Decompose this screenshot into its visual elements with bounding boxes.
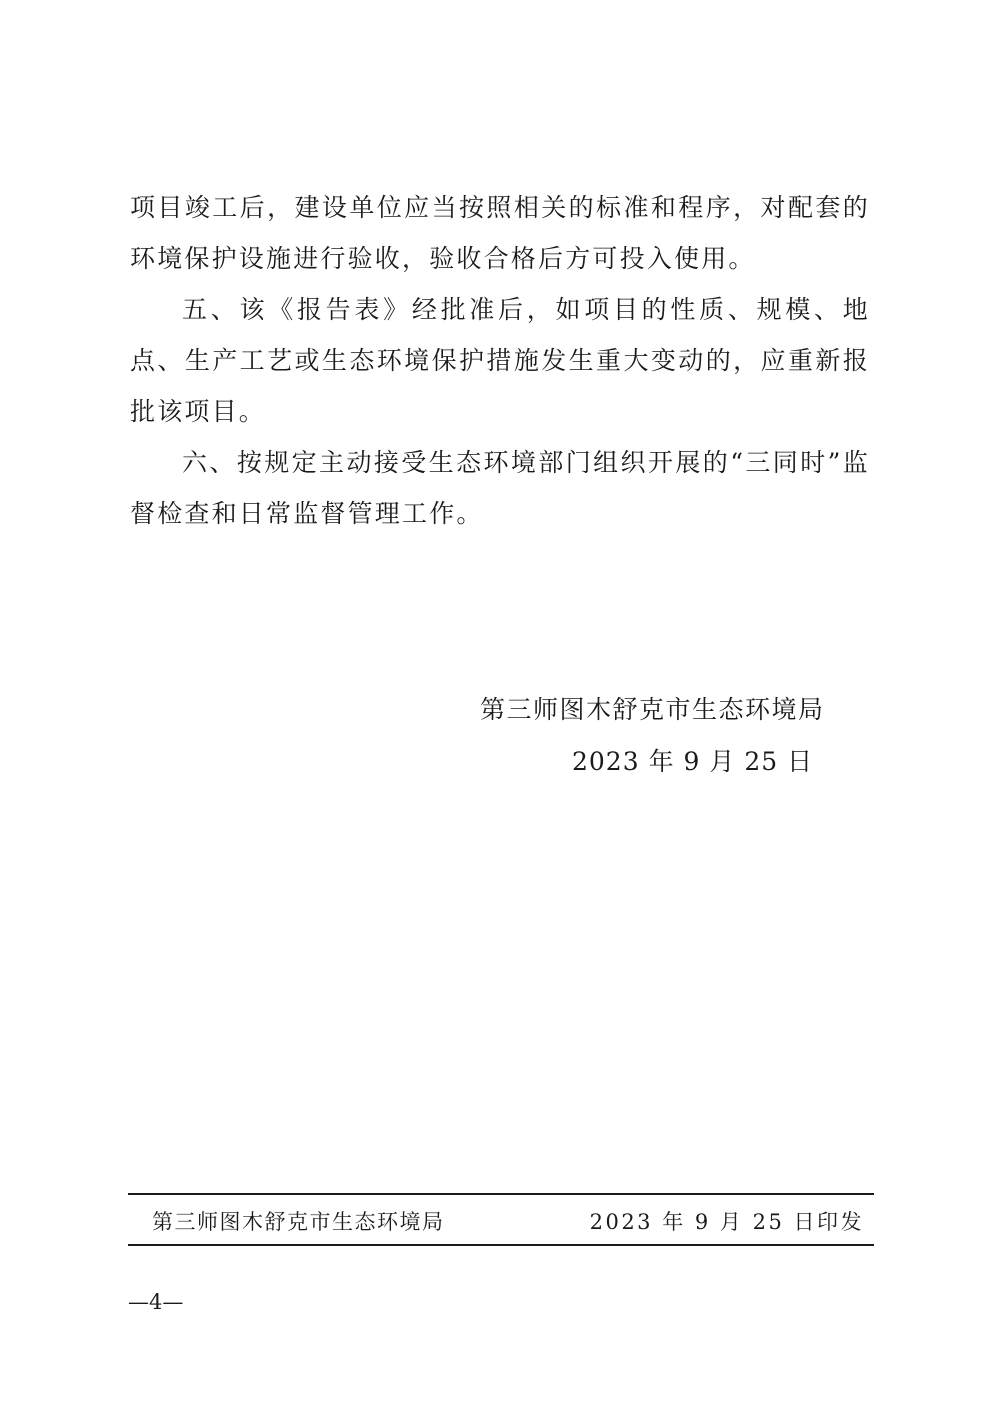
body-text	[130, 182, 870, 539]
signature-date: 2023 年 9 月 25 日	[572, 747, 814, 776]
footer-issue-date: 2023 年 9 月 25 日印发	[589, 1210, 864, 1234]
footer-organization: 第三师图木舒克市生态环境局	[152, 1210, 445, 1234]
footer-bottom-rule	[128, 1244, 874, 1246]
footer-top-rule	[128, 1193, 874, 1195]
paragraph-continuation: 项目竣工后，建设单位应当按照相关的标准和程序，对配套的环境保护设施进行验收，验收合格后方可投入使用。	[130, 193, 870, 273]
page-number: —4—	[128, 1290, 184, 1314]
paragraph-item-five: 五、该《报告表》经批准后，如项目的性质、规模、地点、生产工艺或生态环境保护措施发生重大变动的，应重新报批该项目。	[130, 295, 870, 426]
signature-organization: 第三师图木舒克市生态环境局	[480, 695, 825, 724]
paragraph-item-six: 六、按规定主动接受生态环境部门组织开展的“三同时”监督检查和日常监督管理工作。	[130, 448, 870, 528]
